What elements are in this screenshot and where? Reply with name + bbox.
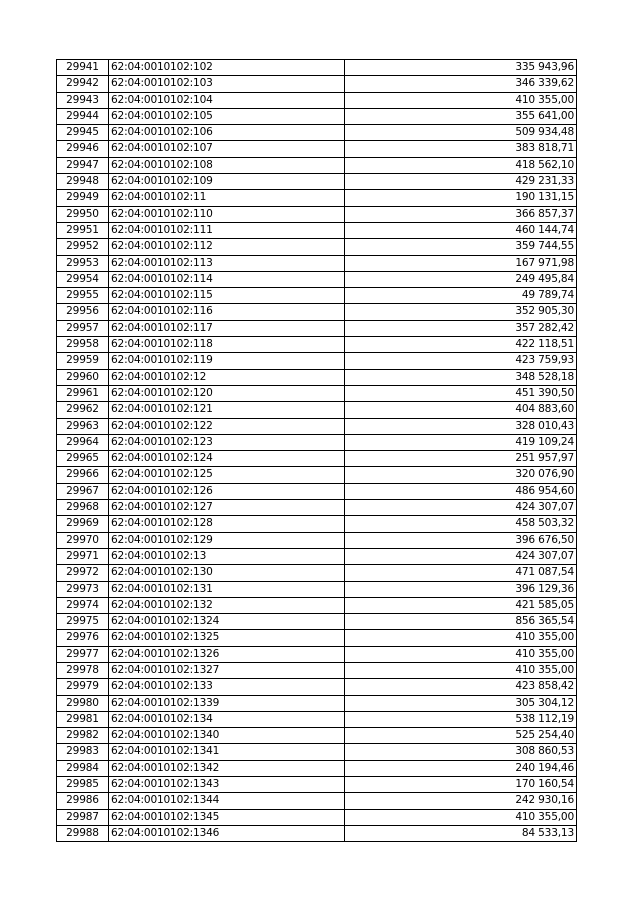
row-number-cell: 29954: [57, 271, 109, 287]
table-row: [57, 320, 577, 336]
table-row: [57, 222, 577, 238]
cadastral-number-cell: 62:04:0010102:115: [109, 288, 345, 304]
cadastral-value-cell: 320 076,90: [345, 467, 577, 483]
cadastral-value-cell: 335 943,96: [345, 60, 577, 76]
cadastral-number-cell: 62:04:0010102:11: [109, 190, 345, 206]
row-number-cell: 29985: [57, 777, 109, 793]
table-row: [57, 206, 577, 222]
table-row: [57, 760, 577, 776]
table-row: [57, 418, 577, 434]
cadastral-number-cell: 62:04:0010102:134: [109, 711, 345, 727]
cadastral-number-cell: 62:04:0010102:110: [109, 206, 345, 222]
cadastral-value-cell: 410 355,00: [345, 646, 577, 662]
table-row: [57, 581, 577, 597]
cadastral-number-cell: 62:04:0010102:1326: [109, 646, 345, 662]
cadastral-value-cell: 538 112,19: [345, 711, 577, 727]
row-number-cell: 29965: [57, 451, 109, 467]
cadastral-number-cell: 62:04:0010102:1324: [109, 614, 345, 630]
row-number-cell: 29959: [57, 353, 109, 369]
cadastral-number-cell: 62:04:0010102:107: [109, 141, 345, 157]
cadastral-value-cell: 308 860,53: [345, 744, 577, 760]
row-number-cell: 29982: [57, 728, 109, 744]
table-row: [57, 92, 577, 108]
table-row: [57, 483, 577, 499]
table-row: [57, 125, 577, 141]
table-row: [57, 337, 577, 353]
cadastral-number-cell: 62:04:0010102:129: [109, 532, 345, 548]
row-number-cell: 29946: [57, 141, 109, 157]
table-row: [57, 809, 577, 825]
cadastral-number-cell: 62:04:0010102:1325: [109, 630, 345, 646]
cadastral-number-cell: 62:04:0010102:130: [109, 565, 345, 581]
cadastral-number-cell: 62:04:0010102:127: [109, 500, 345, 516]
row-number-cell: 29988: [57, 825, 109, 841]
table-row: [57, 402, 577, 418]
table-row: [57, 614, 577, 630]
cadastral-value-table: [56, 59, 577, 842]
cadastral-value-cell: 49 789,74: [345, 288, 577, 304]
cadastral-number-cell: 62:04:0010102:121: [109, 402, 345, 418]
table-body: [57, 60, 577, 842]
cadastral-value-cell: 422 118,51: [345, 337, 577, 353]
cadastral-number-cell: 62:04:0010102:1342: [109, 760, 345, 776]
table-row: [57, 141, 577, 157]
cadastral-number-cell: 62:04:0010102:12: [109, 369, 345, 385]
cadastral-value-cell: 251 957,97: [345, 451, 577, 467]
row-number-cell: 29962: [57, 402, 109, 418]
cadastral-value-cell: 404 883,60: [345, 402, 577, 418]
table-row: [57, 565, 577, 581]
cadastral-value-cell: 348 528,18: [345, 369, 577, 385]
cadastral-value-cell: 421 585,05: [345, 597, 577, 613]
row-number-cell: 29944: [57, 108, 109, 124]
cadastral-number-cell: 62:04:0010102:106: [109, 125, 345, 141]
row-number-cell: 29963: [57, 418, 109, 434]
cadastral-number-cell: 62:04:0010102:1346: [109, 825, 345, 841]
cadastral-value-cell: 424 307,07: [345, 500, 577, 516]
cadastral-number-cell: 62:04:0010102:120: [109, 385, 345, 401]
cadastral-value-cell: 486 954,60: [345, 483, 577, 499]
row-number-cell: 29971: [57, 548, 109, 564]
cadastral-value-cell: 383 818,71: [345, 141, 577, 157]
cadastral-number-cell: 62:04:0010102:1327: [109, 662, 345, 678]
cadastral-number-cell: 62:04:0010102:102: [109, 60, 345, 76]
table-row: [57, 434, 577, 450]
row-number-cell: 29968: [57, 500, 109, 516]
table-row: [57, 516, 577, 532]
cadastral-number-cell: 62:04:0010102:111: [109, 222, 345, 238]
cadastral-number-cell: 62:04:0010102:1341: [109, 744, 345, 760]
table-row: [57, 451, 577, 467]
cadastral-value-cell: 509 934,48: [345, 125, 577, 141]
cadastral-value-cell: 525 254,40: [345, 728, 577, 744]
row-number-cell: 29977: [57, 646, 109, 662]
cadastral-value-cell: 352 905,30: [345, 304, 577, 320]
row-number-cell: 29961: [57, 385, 109, 401]
table-row: [57, 500, 577, 516]
cadastral-value-cell: 84 533,13: [345, 825, 577, 841]
cadastral-number-cell: 62:04:0010102:114: [109, 271, 345, 287]
cadastral-value-cell: 410 355,00: [345, 630, 577, 646]
cadastral-number-cell: 62:04:0010102:1339: [109, 695, 345, 711]
row-number-cell: 29953: [57, 255, 109, 271]
row-number-cell: 29967: [57, 483, 109, 499]
cadastral-value-cell: 429 231,33: [345, 174, 577, 190]
table-row: [57, 679, 577, 695]
table-row: [57, 646, 577, 662]
cadastral-value-cell: 856 365,54: [345, 614, 577, 630]
table-row: [57, 76, 577, 92]
row-number-cell: 29951: [57, 222, 109, 238]
table-row: [57, 190, 577, 206]
cadastral-value-cell: 240 194,46: [345, 760, 577, 776]
cadastral-number-cell: 62:04:0010102:103: [109, 76, 345, 92]
row-number-cell: 29964: [57, 434, 109, 450]
cadastral-value-cell: 242 930,16: [345, 793, 577, 809]
row-number-cell: 29945: [57, 125, 109, 141]
row-number-cell: 29960: [57, 369, 109, 385]
cadastral-value-cell: 355 641,00: [345, 108, 577, 124]
table-row: [57, 369, 577, 385]
table-row: [57, 467, 577, 483]
row-number-cell: 29958: [57, 337, 109, 353]
cadastral-number-cell: 62:04:0010102:104: [109, 92, 345, 108]
row-number-cell: 29980: [57, 695, 109, 711]
table-row: [57, 825, 577, 841]
row-number-cell: 29970: [57, 532, 109, 548]
cadastral-number-cell: 62:04:0010102:105: [109, 108, 345, 124]
table-row: [57, 108, 577, 124]
cadastral-value-cell: 419 109,24: [345, 434, 577, 450]
table-row: [57, 255, 577, 271]
table-row: [57, 174, 577, 190]
row-number-cell: 29983: [57, 744, 109, 760]
cadastral-number-cell: 62:04:0010102:108: [109, 157, 345, 173]
cadastral-number-cell: 62:04:0010102:113: [109, 255, 345, 271]
cadastral-number-cell: 62:04:0010102:1343: [109, 777, 345, 793]
table-row: [57, 597, 577, 613]
table-row: [57, 239, 577, 255]
cadastral-value-cell: 423 759,93: [345, 353, 577, 369]
row-number-cell: 29987: [57, 809, 109, 825]
cadastral-number-cell: 62:04:0010102:124: [109, 451, 345, 467]
cadastral-value-cell: 170 160,54: [345, 777, 577, 793]
table-row: [57, 793, 577, 809]
table-row: [57, 711, 577, 727]
row-number-cell: 29943: [57, 92, 109, 108]
cadastral-number-cell: 62:04:0010102:133: [109, 679, 345, 695]
row-number-cell: 29976: [57, 630, 109, 646]
cadastral-number-cell: 62:04:0010102:118: [109, 337, 345, 353]
row-number-cell: 29947: [57, 157, 109, 173]
table-row: [57, 630, 577, 646]
row-number-cell: 29955: [57, 288, 109, 304]
cadastral-value-cell: 328 010,43: [345, 418, 577, 434]
cadastral-number-cell: 62:04:0010102:109: [109, 174, 345, 190]
table-row: [57, 662, 577, 678]
row-number-cell: 29949: [57, 190, 109, 206]
cadastral-value-cell: 451 390,50: [345, 385, 577, 401]
table-row: [57, 777, 577, 793]
cadastral-number-cell: 62:04:0010102:128: [109, 516, 345, 532]
cadastral-value-cell: 471 087,54: [345, 565, 577, 581]
cadastral-value-cell: 366 857,37: [345, 206, 577, 222]
cadastral-value-cell: 424 307,07: [345, 548, 577, 564]
cadastral-value-cell: 357 282,42: [345, 320, 577, 336]
row-number-cell: 29942: [57, 76, 109, 92]
table-row: [57, 532, 577, 548]
cadastral-value-cell: 396 676,50: [345, 532, 577, 548]
cadastral-value-cell: 410 355,00: [345, 662, 577, 678]
row-number-cell: 29948: [57, 174, 109, 190]
cadastral-number-cell: 62:04:0010102:1340: [109, 728, 345, 744]
row-number-cell: 29973: [57, 581, 109, 597]
cadastral-value-cell: 346 339,62: [345, 76, 577, 92]
table-row: [57, 304, 577, 320]
row-number-cell: 29972: [57, 565, 109, 581]
table-row: [57, 353, 577, 369]
cadastral-value-cell: 305 304,12: [345, 695, 577, 711]
row-number-cell: 29986: [57, 793, 109, 809]
table-row: [57, 728, 577, 744]
row-number-cell: 29979: [57, 679, 109, 695]
table-row: [57, 288, 577, 304]
row-number-cell: 29978: [57, 662, 109, 678]
row-number-cell: 29975: [57, 614, 109, 630]
cadastral-number-cell: 62:04:0010102:112: [109, 239, 345, 255]
row-number-cell: 29981: [57, 711, 109, 727]
cadastral-value-cell: 190 131,15: [345, 190, 577, 206]
table-row: [57, 548, 577, 564]
row-number-cell: 29950: [57, 206, 109, 222]
table-row: [57, 157, 577, 173]
table-row: [57, 744, 577, 760]
cadastral-number-cell: 62:04:0010102:122: [109, 418, 345, 434]
cadastral-number-cell: 62:04:0010102:116: [109, 304, 345, 320]
row-number-cell: 29974: [57, 597, 109, 613]
cadastral-number-cell: 62:04:0010102:119: [109, 353, 345, 369]
row-number-cell: 29969: [57, 516, 109, 532]
cadastral-number-cell: 62:04:0010102:132: [109, 597, 345, 613]
table-row: [57, 60, 577, 76]
row-number-cell: 29984: [57, 760, 109, 776]
row-number-cell: 29941: [57, 60, 109, 76]
row-number-cell: 29966: [57, 467, 109, 483]
row-number-cell: 29952: [57, 239, 109, 255]
table-row: [57, 695, 577, 711]
row-number-cell: 29956: [57, 304, 109, 320]
cadastral-number-cell: 62:04:0010102:13: [109, 548, 345, 564]
cadastral-value-cell: 418 562,10: [345, 157, 577, 173]
cadastral-number-cell: 62:04:0010102:131: [109, 581, 345, 597]
cadastral-value-cell: 423 858,42: [345, 679, 577, 695]
cadastral-value-cell: 249 495,84: [345, 271, 577, 287]
row-number-cell: 29957: [57, 320, 109, 336]
cadastral-value-cell: 396 129,36: [345, 581, 577, 597]
cadastral-value-cell: 458 503,32: [345, 516, 577, 532]
cadastral-number-cell: 62:04:0010102:126: [109, 483, 345, 499]
cadastral-number-cell: 62:04:0010102:123: [109, 434, 345, 450]
cadastral-number-cell: 62:04:0010102:1344: [109, 793, 345, 809]
cadastral-value-cell: 460 144,74: [345, 222, 577, 238]
table-row: [57, 271, 577, 287]
cadastral-value-cell: 410 355,00: [345, 809, 577, 825]
cadastral-value-cell: 359 744,55: [345, 239, 577, 255]
cadastral-value-cell: 410 355,00: [345, 92, 577, 108]
cadastral-value-cell: 167 971,98: [345, 255, 577, 271]
cadastral-number-cell: 62:04:0010102:1345: [109, 809, 345, 825]
table-row: [57, 385, 577, 401]
cadastral-number-cell: 62:04:0010102:125: [109, 467, 345, 483]
cadastral-number-cell: 62:04:0010102:117: [109, 320, 345, 336]
